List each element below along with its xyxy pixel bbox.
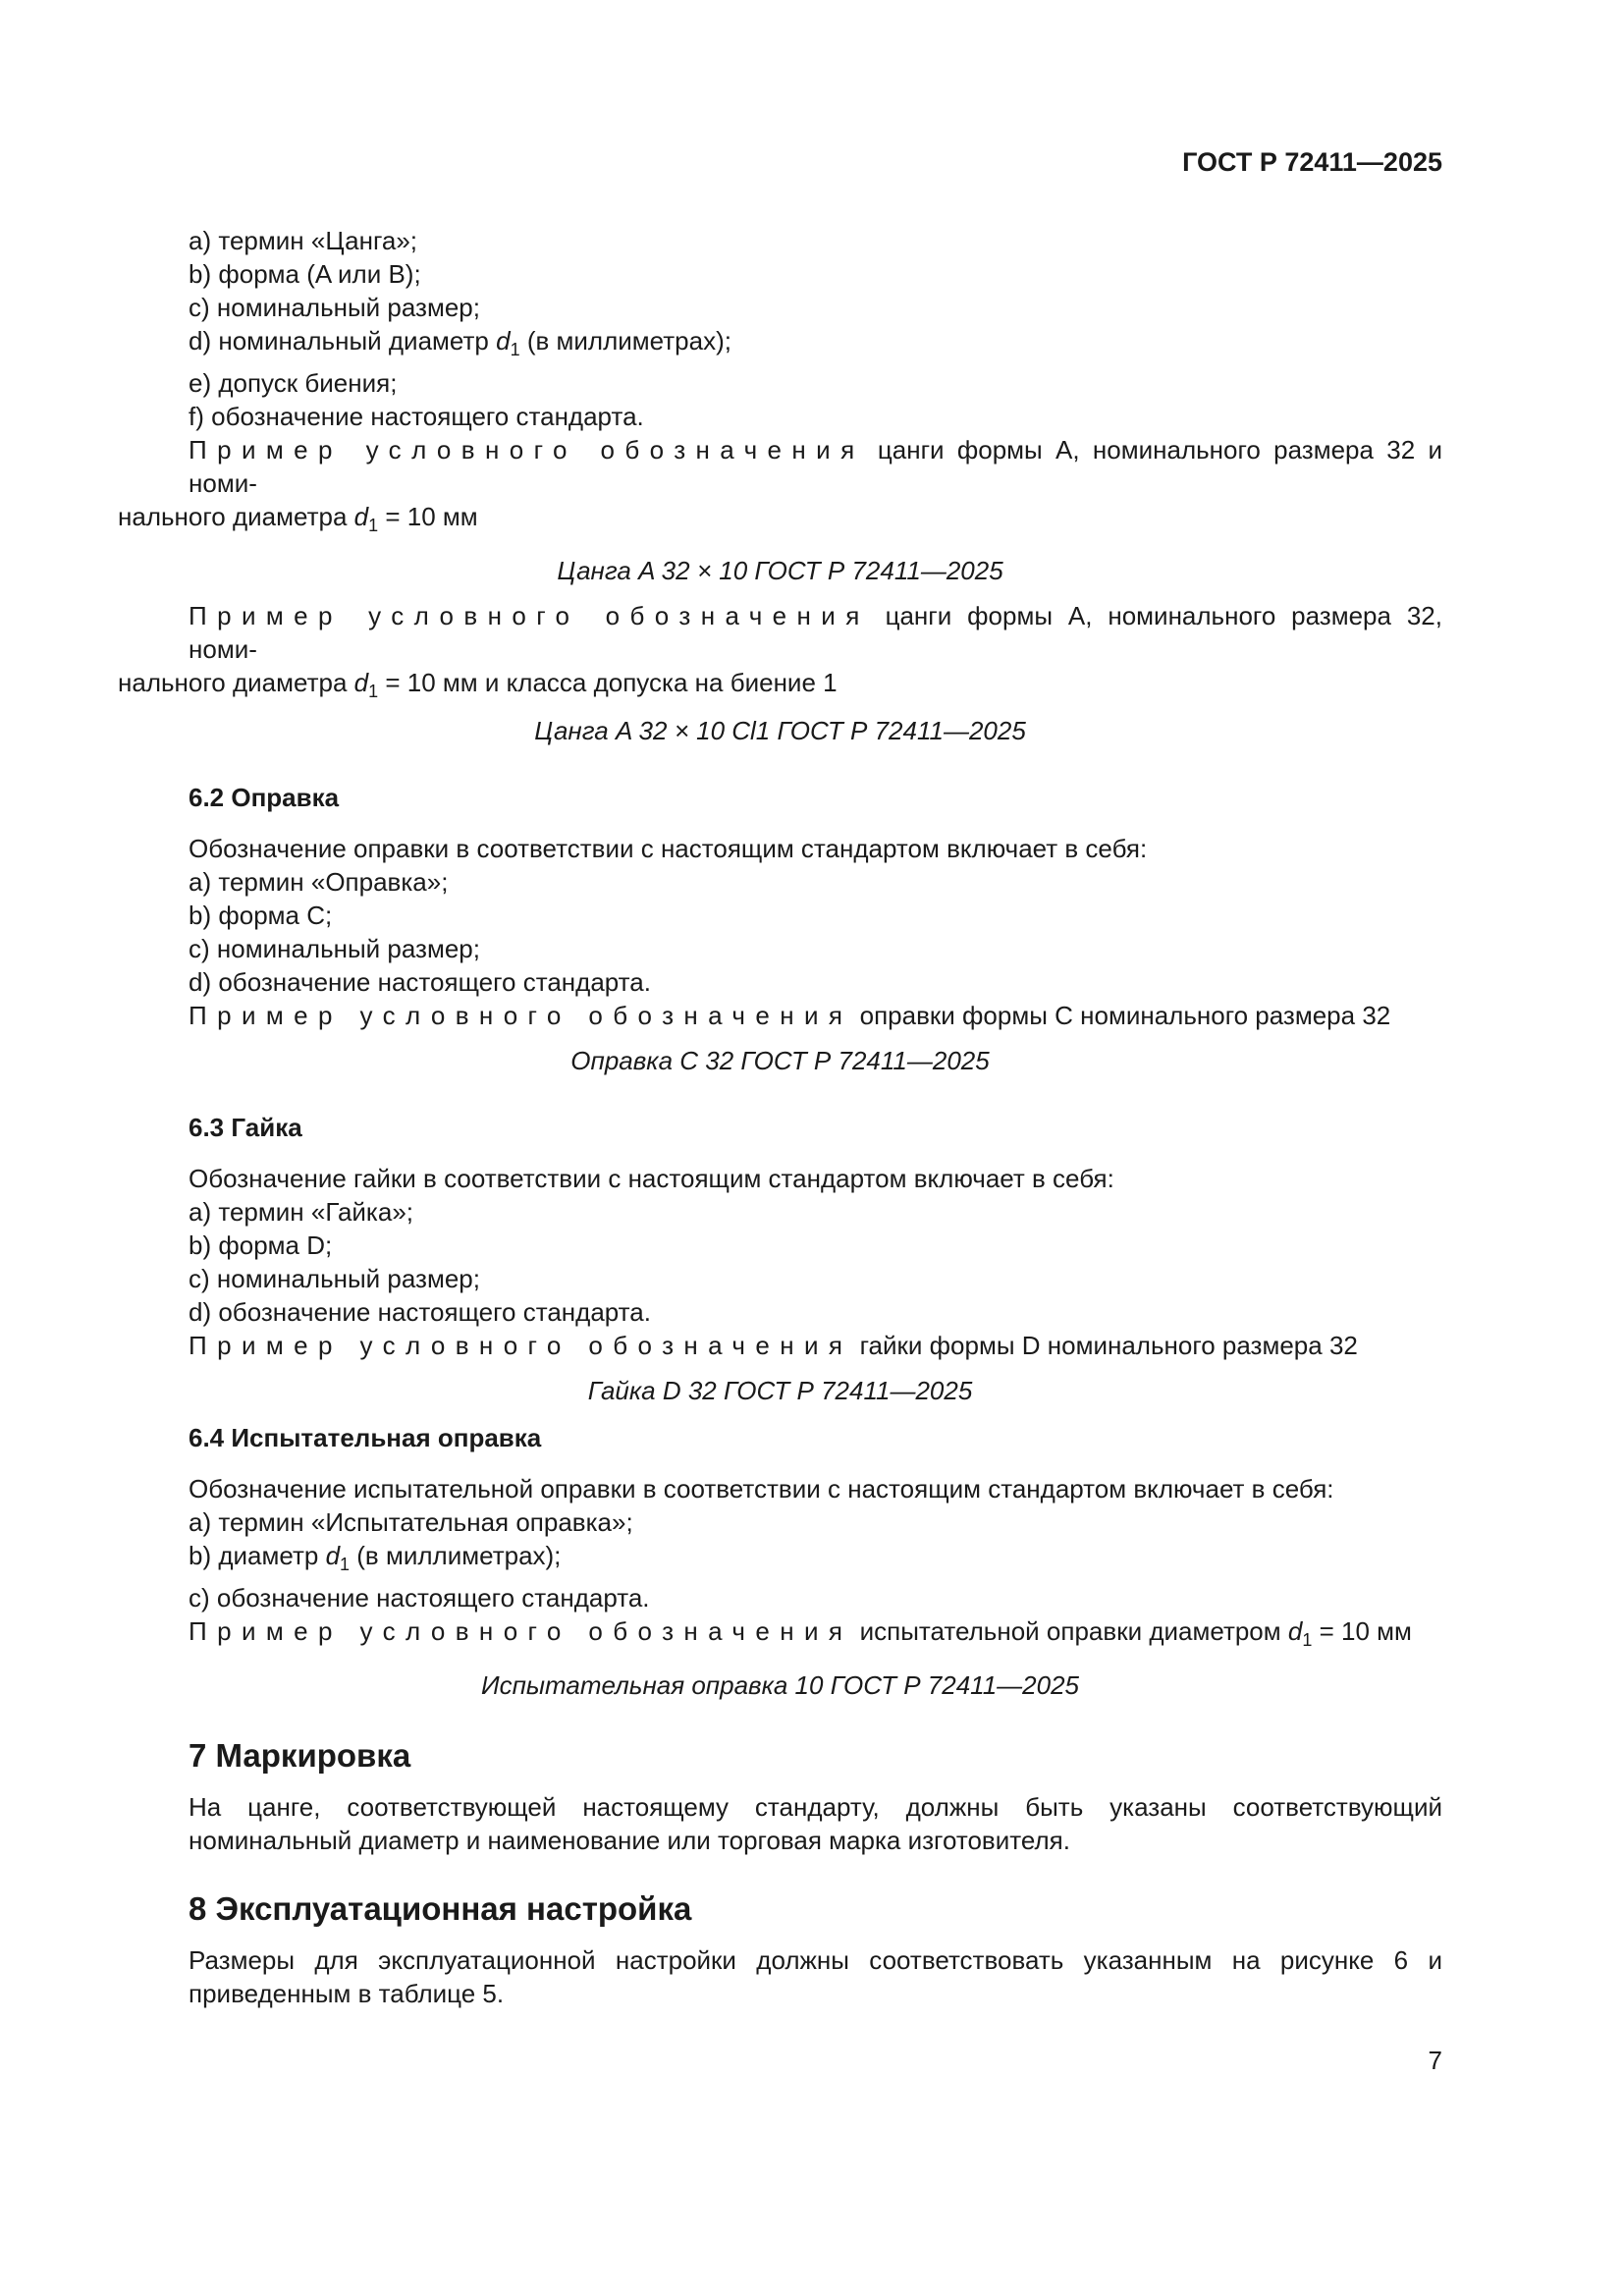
example-designation: Цанга A 32 × 10 ГОСТ Р 72411—2025: [557, 556, 1003, 585]
list-item: d) обозначение настоящего стандарта.: [189, 1297, 651, 1327]
page-number: 7: [1428, 2046, 1442, 2075]
list-item: a) термин «Цанга»;: [189, 226, 417, 255]
list-item: b) диаметр $d_1$ (в миллиметрах);: [189, 1541, 562, 1574]
list-item: a) термин «Гайка»;: [189, 1197, 414, 1227]
example-text: Пример условного обозначения цанги формы A, номинального размера 32, номи-: [189, 601, 1442, 664]
example-text-continued: нального диаметра $d_1 = 10$ мм и класса допуска на биение 1: [118, 668, 838, 701]
list-item: b) форма C;: [189, 901, 333, 930]
example-text-continued: нального диаметра $d_1 = 10$ мм: [118, 502, 478, 535]
page-content: [118, 224, 1442, 2010]
section-heading: 6.2 Оправка: [189, 783, 340, 812]
list-item: c) обозначение настоящего стандарта.: [189, 1583, 650, 1613]
list-item: a) термин «Оправка»;: [189, 867, 449, 897]
document-header: ГОСТ Р 72411—2025: [1182, 147, 1442, 177]
example-designation: Оправка C 32 ГОСТ Р 72411—2025: [570, 1046, 990, 1075]
list-item: b) форма D;: [189, 1230, 333, 1260]
example-text: Пример условного обозначения гайки формы D номинального размера 32: [189, 1331, 1358, 1360]
list-item: b) форма (A или B);: [189, 259, 421, 289]
list-item: d) номинальный диаметр $d_1$ (в миллиметрах);: [189, 326, 731, 359]
list-item: c) номинальный размер;: [189, 934, 480, 963]
list-item: f) обозначение настоящего стандарта.: [189, 402, 644, 431]
section-heading: 6.3 Гайка: [189, 1113, 302, 1142]
example-text: Пример условного обозначения оправки формы C номинального размера 32: [189, 1001, 1391, 1030]
example-text: Пример условного обозначения цанги формы A, номинального размера 32 и номи-: [189, 435, 1442, 498]
example-designation: Испытательная оправка 10 ГОСТ Р 72411—2025: [481, 1670, 1079, 1700]
example-designation: Цанга A 32 × 10 Cl1 ГОСТ Р 72411—2025: [534, 716, 1026, 745]
list-item: d) обозначение настоящего стандарта.: [189, 967, 651, 997]
paragraph: Обозначение гайки в соответствии с настоящим стандартом включает в себя:: [189, 1164, 1114, 1193]
paragraph: На цанге, соответствующей настоящему стандарту, должны быть указаны соответствующий номинальный диаметр и наименование или торговая марка изготовителя.: [189, 1792, 1442, 1855]
list-item: c) номинальный размер;: [189, 293, 480, 322]
section-heading: 8 Эксплуатационная настройка: [189, 1890, 692, 1927]
example-text: Пример условного обозначения испытательной оправки диаметром $d_1 = 10$ мм: [189, 1616, 1412, 1650]
paragraph: Размеры для эксплуатационной настройки должны соответствовать указанным на рисунке 6 и приведенным в таблице 5.: [189, 1945, 1442, 2008]
paragraph: Обозначение оправки в соответствии с настоящим стандартом включает в себя:: [189, 834, 1148, 863]
paragraph: Обозначение испытательной оправки в соответствии с настоящим стандартом включает в себя:: [189, 1474, 1334, 1503]
section-heading: 6.4 Испытательная оправка: [189, 1423, 542, 1452]
list-item: e) допуск биения;: [189, 368, 398, 398]
section-heading: 7 Маркировка: [189, 1737, 411, 1774]
example-designation: Гайка D 32 ГОСТ Р 72411—2025: [587, 1376, 973, 1405]
list-item: a) термин «Испытательная оправка»;: [189, 1507, 633, 1537]
list-item: c) номинальный размер;: [189, 1264, 480, 1293]
